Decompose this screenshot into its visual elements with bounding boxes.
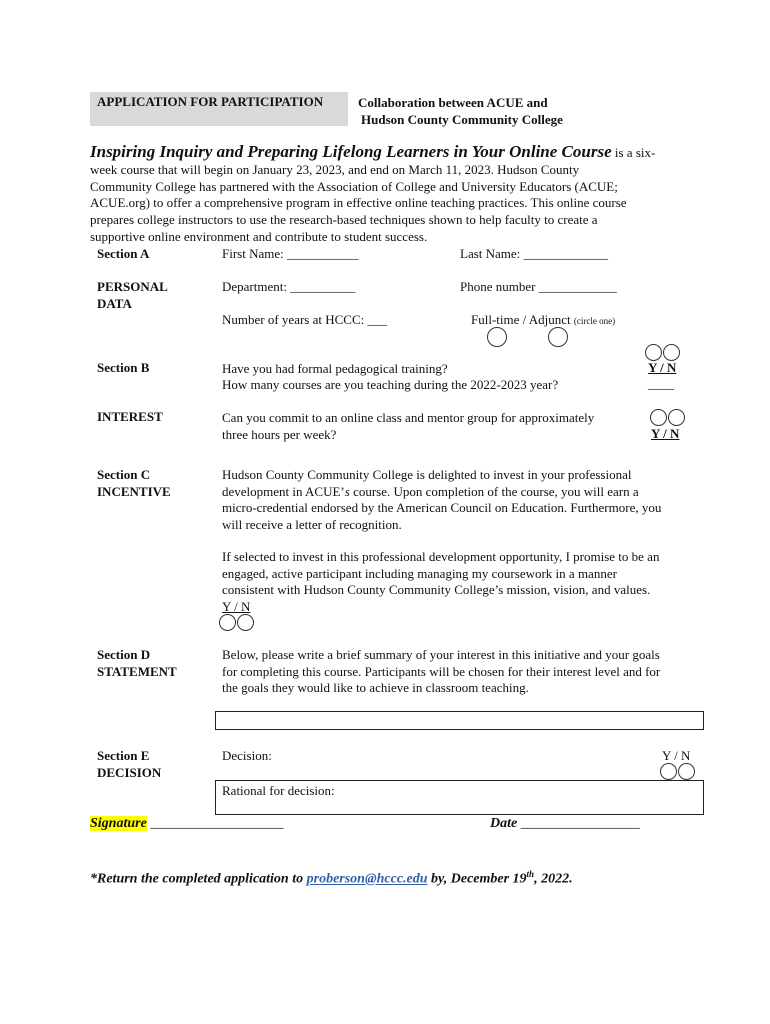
decision-label: DECISION <box>97 764 162 780</box>
intro-line: prepares college instructors to use the research-based techniques shown to help faculty to create a <box>90 212 598 228</box>
commitment-line1: Can you commit to an online class and mentor group for approximately <box>222 410 595 425</box>
section-e-label: Section E <box>97 748 150 763</box>
return-prefix: *Return the completed application to <box>90 871 307 887</box>
incentive-line <box>222 484 702 501</box>
incentive-line: will receive a letter of recognition. <box>222 516 402 532</box>
section-e-title <box>97 748 161 781</box>
pledge-line: engaged, active participant including managing my coursework in a manner <box>222 565 617 581</box>
return-deadline: by, December 19 <box>427 871 527 887</box>
date-line[interactable]: _________________ <box>517 816 640 831</box>
commitment-question <box>222 410 594 443</box>
section-c-label: Section C <box>97 467 151 482</box>
data-label: DATA <box>97 295 132 311</box>
statement-textbox[interactable] <box>215 711 704 730</box>
incentive-text: development in ACUE’ <box>222 483 345 499</box>
fulltime-circle[interactable] <box>487 327 507 347</box>
pledge-yes-no[interactable]: Y / N <box>222 598 251 614</box>
email-link[interactable]: proberson@hccc.edu <box>306 871 428 887</box>
personal-label: PERSONAL <box>97 279 168 294</box>
yes-circle[interactable] <box>660 763 677 780</box>
commitment-pledge <box>222 549 702 615</box>
application-title: APPLICATION FOR PARTICIPATION <box>97 94 324 109</box>
no-circle[interactable] <box>678 763 695 780</box>
courses-count-question: How many courses are you teaching during the 2022-2023 year? <box>222 377 559 392</box>
no-circle[interactable] <box>668 409 685 426</box>
department-field[interactable]: Department: __________ <box>222 279 356 294</box>
commitment-line2: three hours per week? <box>222 426 337 442</box>
date-label: Date <box>490 816 518 831</box>
phone-field[interactable]: Phone number ____________ <box>460 279 617 294</box>
years-field[interactable]: Number of years at HCCC: ___ <box>222 312 388 327</box>
signature-line[interactable]: ___________________ <box>146 816 284 831</box>
incentive-line: micro-credential endorsed by the American Council on Education. Furthermore, you <box>222 500 662 515</box>
no-circle[interactable] <box>237 614 254 631</box>
collaboration-heading <box>358 94 563 128</box>
incentive-text: course. Upon completion of the course, you will earn a <box>349 483 639 499</box>
collaboration-line2: Hudson County Community College <box>361 112 563 127</box>
section-d-title <box>97 647 177 680</box>
statement-label: STATEMENT <box>97 663 177 679</box>
date-ordinal: th <box>526 869 535 879</box>
collaboration-line1: Collaboration between ACUE and <box>358 95 548 110</box>
intro-line: ACUE.org) to offer a comprehensive program in effective online teaching practices. This online course <box>90 195 627 211</box>
signature-label: Signature <box>90 816 147 831</box>
training-yes-no[interactable]: Y / N <box>648 360 677 375</box>
return-instruction <box>90 869 573 888</box>
intro-line: Community College has partnered with the Association of College and University Educators (ACUE; <box>90 178 618 194</box>
yes-circle[interactable] <box>645 344 662 361</box>
intro-paragraph <box>90 144 698 246</box>
statement-line: Below, please write a brief summary of your interest in this initiative and your goals <box>222 647 660 662</box>
rationale-label: Rational for decision: <box>222 783 335 798</box>
first-name-field[interactable]: First Name: ___________ <box>222 246 359 261</box>
statement-instructions <box>222 647 702 697</box>
courses-count-field[interactable]: ____ <box>648 376 674 391</box>
incentive-line: Hudson County Community College is delighted to invest in your professional <box>222 467 632 482</box>
employment-label: Full-time / Adjunct <box>471 312 571 327</box>
intro-line: week course that will begin on January 23, 2023, and end on March 11, 2023. Hudson County <box>90 161 580 177</box>
yes-circle[interactable] <box>219 614 236 631</box>
adjunct-circle[interactable] <box>548 327 568 347</box>
date-row <box>490 816 640 832</box>
incentive-label: INCENTIVE <box>97 483 171 499</box>
pedagogical-training-question: Have you had formal pedagogical training? <box>222 361 448 376</box>
section-d-label: Section D <box>97 647 151 662</box>
decision-field: Decision: <box>222 748 272 763</box>
signature-row <box>90 816 283 832</box>
interest-label: INTEREST <box>97 409 163 424</box>
section-b-title: Section B <box>97 360 150 375</box>
return-year: , 2022. <box>534 871 573 887</box>
pledge-line: If selected to invest in this professional development opportunity, I promise to be an <box>222 549 660 564</box>
statement-line: for completing this course. Participants will be chosen for their interest level and for <box>222 663 661 679</box>
intro-lead: is a six- <box>611 145 656 160</box>
incentive-text-italic: s <box>344 483 350 499</box>
yes-circle[interactable] <box>650 409 667 426</box>
last-name-field[interactable]: Last Name: _____________ <box>460 246 609 261</box>
intro-line: supportive online environment and contribute to student success. <box>90 228 428 244</box>
incentive-paragraph <box>222 467 702 533</box>
decision-yes-no[interactable]: Y / N <box>662 748 691 763</box>
pledge-line: consistent with Hudson County Community College’s mission, vision, and values. <box>222 582 651 597</box>
section-a-title: Section A <box>97 246 150 261</box>
personal-data-label <box>97 279 168 312</box>
course-title: Inspiring Inquiry and Preparing Lifelong Learners in Your Online Course <box>90 142 612 161</box>
section-c-title <box>97 467 171 500</box>
no-circle[interactable] <box>663 344 680 361</box>
circle-one-note: (circle one) <box>573 316 616 326</box>
statement-line: the goals they would like to achieve in classroom teaching. <box>222 680 529 695</box>
commitment-yes-no[interactable]: Y / N <box>651 426 680 441</box>
